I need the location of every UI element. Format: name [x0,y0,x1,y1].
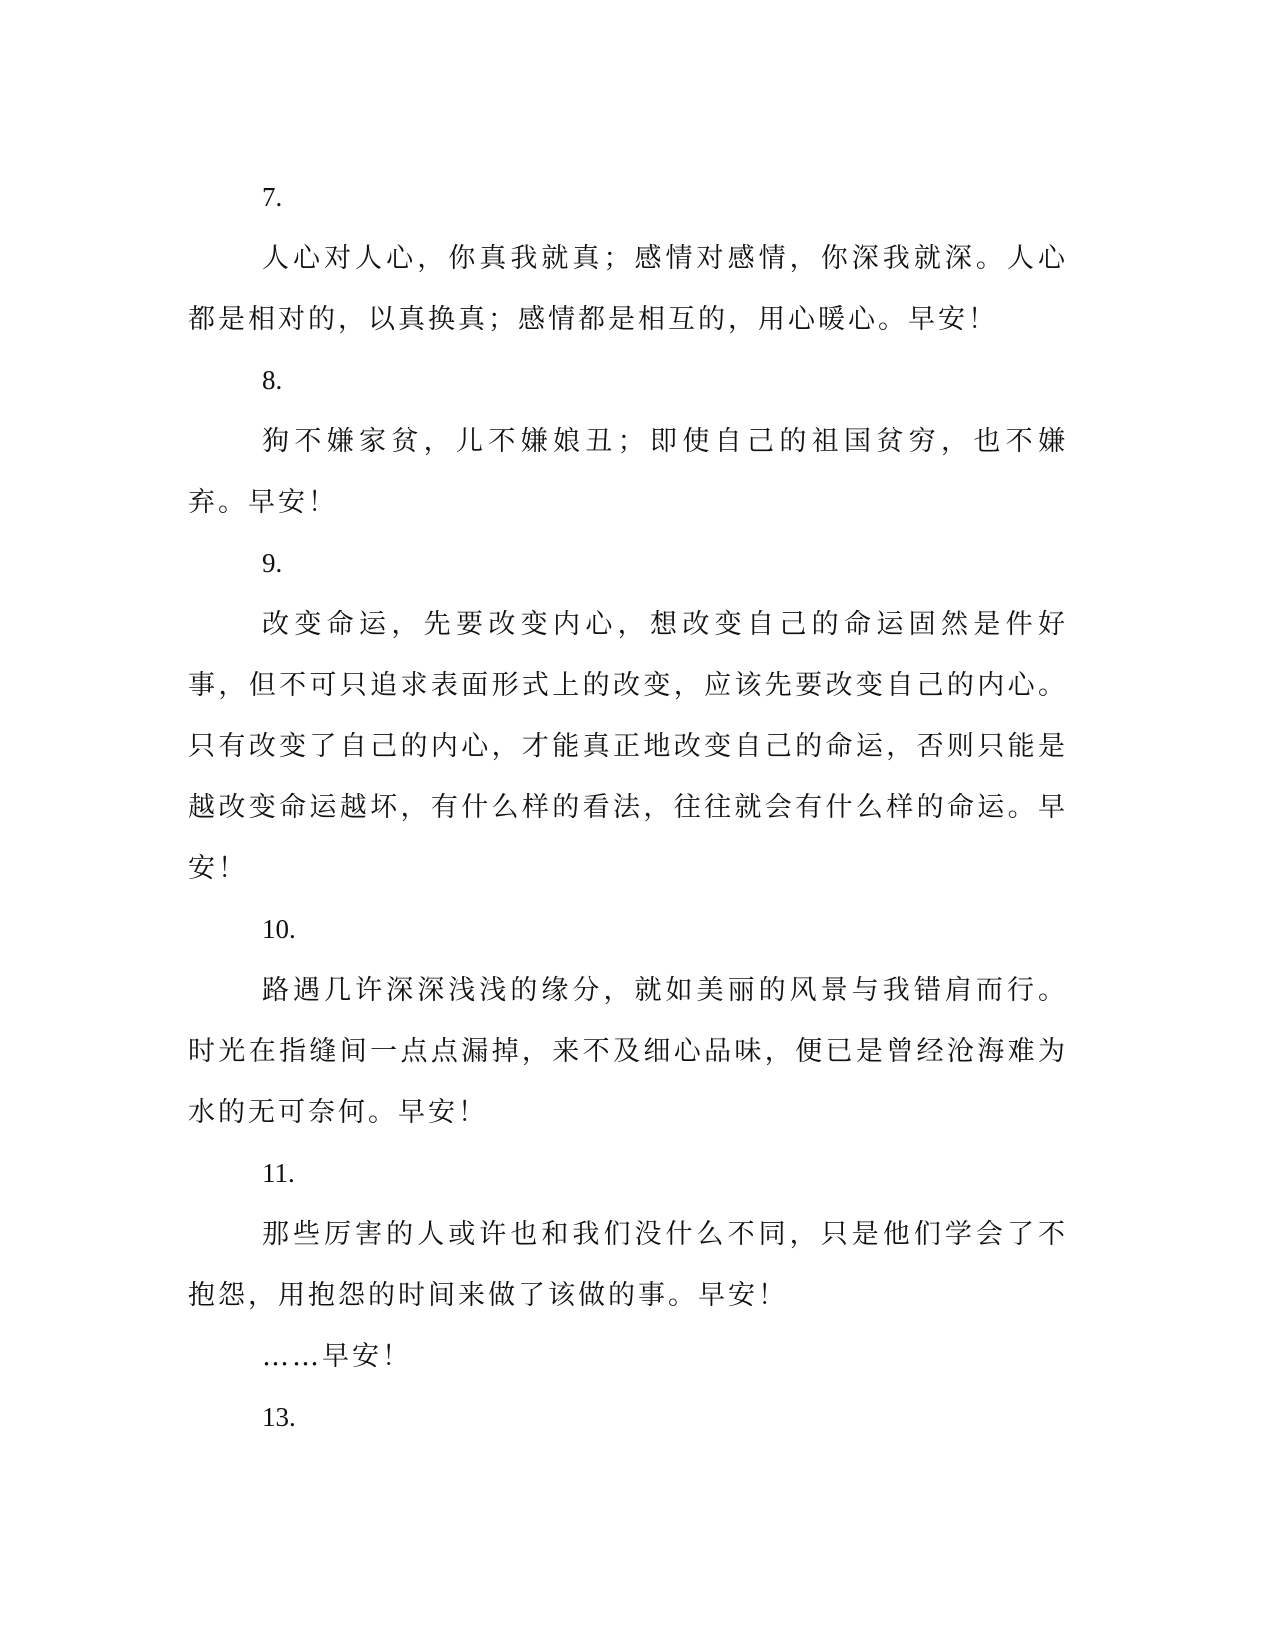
section-number-9: 9. [262,548,283,578]
section-text-11: 那些厉害的人或许也和我们没什么不同，只是他们学会了不抱怨，用抱怨的时间来做了该做的事。早安！ [188,1219,1068,1311]
section-number-8: 8. [262,365,283,395]
ellipsis-line: ……早安！ [262,1341,412,1372]
section-text-10: 路遇几许深深浅浅的缘分，就如美丽的风景与我错肩而行。时光在指缝间一点点漏掉，来不及细心品味，便已是曾经沧海难为水的无可奈何。早安！ [188,975,1068,1128]
section-number-10: 10. [262,914,296,944]
section-text-7: 人心对人心，你真我就真；感情对感情，你深我就深。人心都是相对的，以真换真；感情都是相互的，用心暖心。早安！ [188,243,1068,335]
section-number-11: 11. [262,1158,295,1188]
section-number-7: 7. [262,182,283,212]
section-text-9: 改变命运，先要改变内心，想改变自己的命运固然是件好事，但不可只追求表面形式上的改变，应该先要改变自己的内心。只有改变了自己的内心，才能真正地改变自己的命运，否则只能是越改变命运越坏，有什么样的看法，往往就会有什么样的命运。早安！ [188,609,1068,884]
document-body [188,167,1068,1448]
section-text-8: 狗不嫌家贫，儿不嫌娘丑；即使自己的祖国贫穷，也不嫌弃。早安！ [188,426,1068,518]
section-number-13: 13. [262,1402,296,1432]
